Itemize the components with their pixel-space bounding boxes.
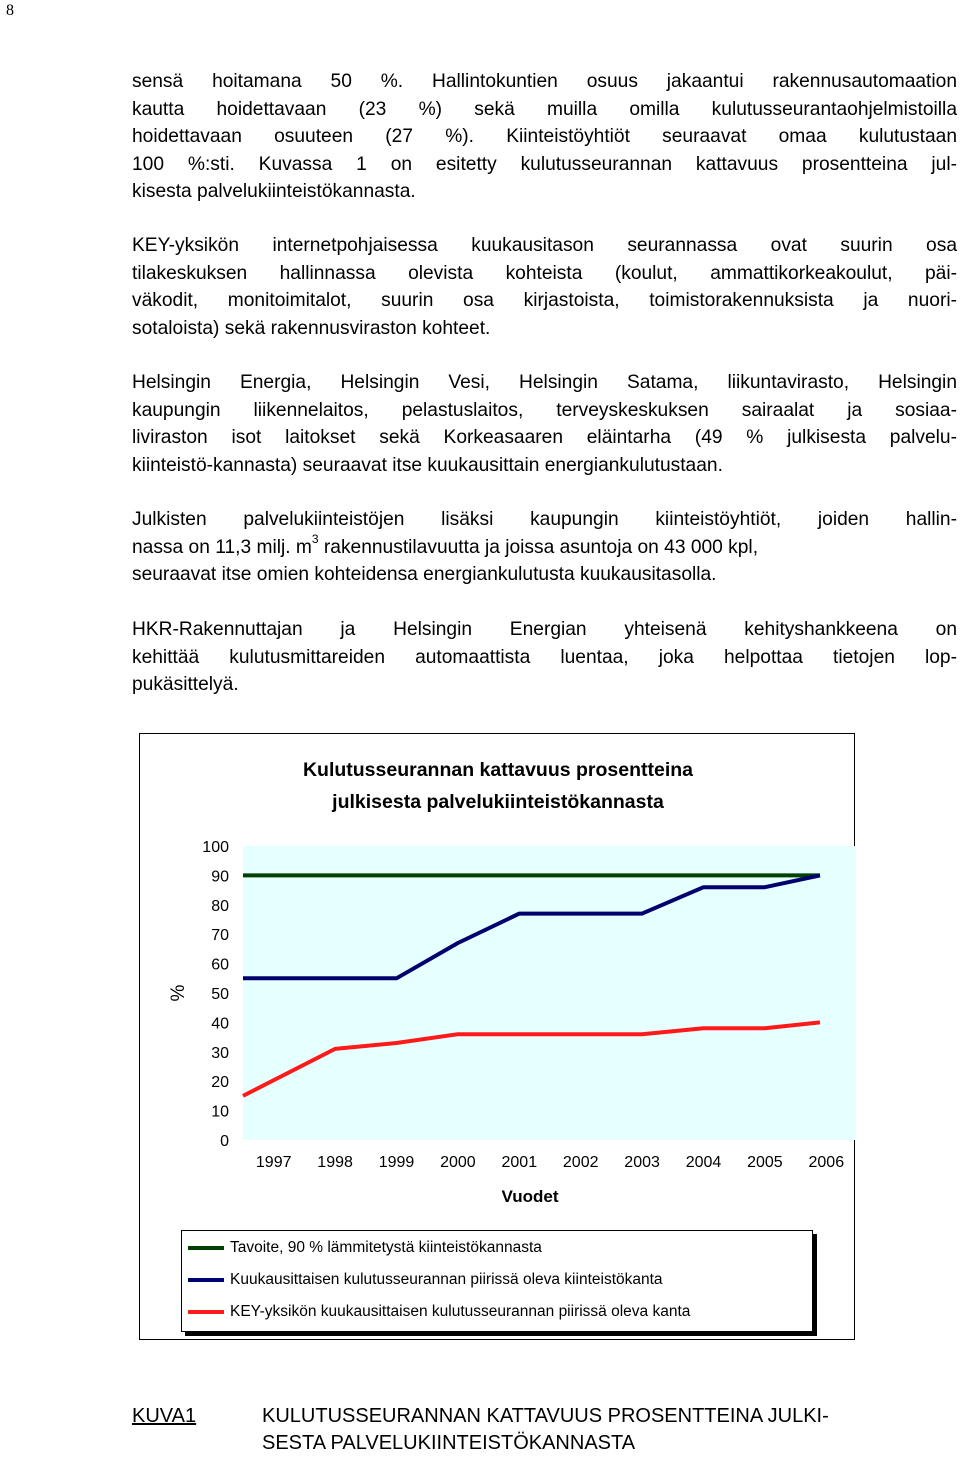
text-line: kehittää kulutusmittareiden automaattista luentaa, joka helpottaa tietojen lop- xyxy=(132,646,957,668)
x-tick-label: 1998 xyxy=(317,1154,353,1171)
y-tick-label: 60 xyxy=(211,956,229,974)
text-line: tilakeskuksen hallinnassa olevista kohteista (koulut, ammattikorkeakoulut, päi- xyxy=(132,262,957,284)
x-axis-ticks xyxy=(256,1154,844,1171)
text-line xyxy=(132,534,957,562)
text-line: HKR-Rakennuttajan ja Helsingin Energian yhteisenä kehityshankkeena on xyxy=(132,619,957,640)
legend-swatch xyxy=(188,1278,224,1282)
legend-label: Kuukausittaisen kulutusseurannan piirissä oleva kiinteistökanta xyxy=(230,1271,663,1288)
legend-item-monthly xyxy=(188,1269,663,1291)
x-tick-label: 2001 xyxy=(501,1154,538,1171)
text-line: kisesta palvelukiinteistökannasta. xyxy=(132,181,416,203)
y-tick-label: 90 xyxy=(211,868,229,886)
paragraph-coverage-intro xyxy=(132,68,957,206)
text-line: kautta hoidettavaan (23 %) sekä muilla omilla kulutusseurantaohjelmistoilla xyxy=(132,98,957,120)
text-line: väkodit, monitoimitalot, suurin osa kirjastoista, toimistorakennuksista ja nuori- xyxy=(132,290,957,312)
paragraph-key-unit xyxy=(132,232,957,342)
y-tick-label: 10 xyxy=(211,1103,229,1121)
y-tick-label: 0 xyxy=(220,1133,229,1150)
x-tick-label: 2003 xyxy=(624,1154,660,1171)
x-axis-label: Vuodet xyxy=(501,1187,559,1206)
text-line: kiinteistö-kannasta) seuraavat itse kuukausittain energiankulutustaan. xyxy=(132,454,723,476)
paragraph-development-project xyxy=(132,616,957,699)
chart-legend xyxy=(181,1230,813,1332)
legend-label: KEY-yksikön kuukausittaisen kulutusseurannan piirissä oleva kanta xyxy=(230,1303,691,1320)
legend-item-key-unit xyxy=(188,1301,690,1323)
y-axis-ticks xyxy=(202,839,229,1150)
y-tick-label: 20 xyxy=(211,1074,229,1092)
figure-label: KUVA1 xyxy=(132,1405,197,1427)
x-tick-label: 2005 xyxy=(747,1154,783,1171)
y-tick-label: 100 xyxy=(202,839,229,856)
text-line: Helsingin Energia, Helsingin Vesi, Helsingin Satama, liikuntavirasto, Helsingin xyxy=(132,372,957,393)
paragraph-real-estate-companies xyxy=(132,506,957,589)
caption-line: SESTA PALVELUKIINTEISTÖKANNASTA xyxy=(262,1432,636,1454)
x-tick-label: 2006 xyxy=(808,1154,845,1171)
y-tick-label: 50 xyxy=(211,986,229,1003)
x-tick-label: 1999 xyxy=(378,1154,415,1171)
text-line: 100 %:sti. Kuvassa 1 on esitetty kulutusseurannan kattavuus prosentteina jul- xyxy=(132,153,957,175)
chart-title-line: julkisesta palvelukiinteistökannasta xyxy=(332,791,664,813)
x-tick-label: 2002 xyxy=(562,1154,599,1171)
caption-line: KULUTUSSEURANNAN KATTAVUUS PROSENTTEINA JULKI- xyxy=(262,1405,829,1427)
y-axis-label: % xyxy=(168,984,189,1002)
text-line: kaupungin liikennelaitos, pelastuslaitos, terveyskeskuksen sairaalat ja sosiaa- xyxy=(132,399,957,421)
plot-area xyxy=(243,846,856,1140)
text-fragment: nassa on 11,3 milj. m xyxy=(132,536,312,558)
text-line: seuraavat itse omien kohteidensa energiankulutusta kuukausitasolla. xyxy=(132,564,717,586)
y-tick-label: 40 xyxy=(211,1015,229,1033)
y-tick-label: 70 xyxy=(211,927,229,945)
x-tick-label: 2000 xyxy=(440,1154,476,1171)
line-chart xyxy=(140,734,856,1224)
figure-caption xyxy=(262,1403,952,1457)
legend-swatch xyxy=(188,1246,224,1250)
x-tick-label: 2004 xyxy=(685,1154,722,1171)
text-line: KEY-yksikön internetpohjaisessa kuukausitason seurannassa ovat suurin osa xyxy=(132,235,957,256)
text-line: sensä hoitamana 50 %. Hallintokuntien osuus jakaantui rakennusautomaation xyxy=(132,71,957,92)
y-tick-label: 30 xyxy=(211,1044,229,1062)
legend-swatch xyxy=(188,1310,224,1314)
x-tick-label: 1997 xyxy=(255,1154,292,1171)
chart-title-line: Kulutusseurannan kattavuus prosentteina xyxy=(302,759,694,781)
text-line: pukäsittelyä. xyxy=(132,674,239,696)
text-line: hoidettavaan osuuteen (27 %). Kiinteistöyhtiöt seuraavat omaa kulutustaan xyxy=(132,126,957,148)
text-line: Julkisten palvelukiinteistöjen lisäksi kaupungin kiinteistöyhtiöt, joiden hallin- xyxy=(132,509,957,530)
legend-label: Tavoite, 90 % lämmitetystä kiinteistökannasta xyxy=(230,1239,542,1256)
page-number: 8 xyxy=(6,2,14,19)
legend-item-target xyxy=(188,1237,542,1259)
text-line: liviraston isot laitokset sekä Korkeasaaren eläintarha (49 % julkisesta palvelu- xyxy=(132,427,957,449)
paragraph-city-enterprises xyxy=(132,369,957,479)
superscript: 3 xyxy=(311,532,319,547)
chart-frame xyxy=(139,733,855,1340)
text-line: sotaloista) sekä rakennusviraston kohteet. xyxy=(132,317,491,339)
y-tick-label: 80 xyxy=(211,897,229,915)
text-fragment: rakennustilavuutta ja joissa asuntoja on 43 000 kpl, xyxy=(318,536,759,558)
